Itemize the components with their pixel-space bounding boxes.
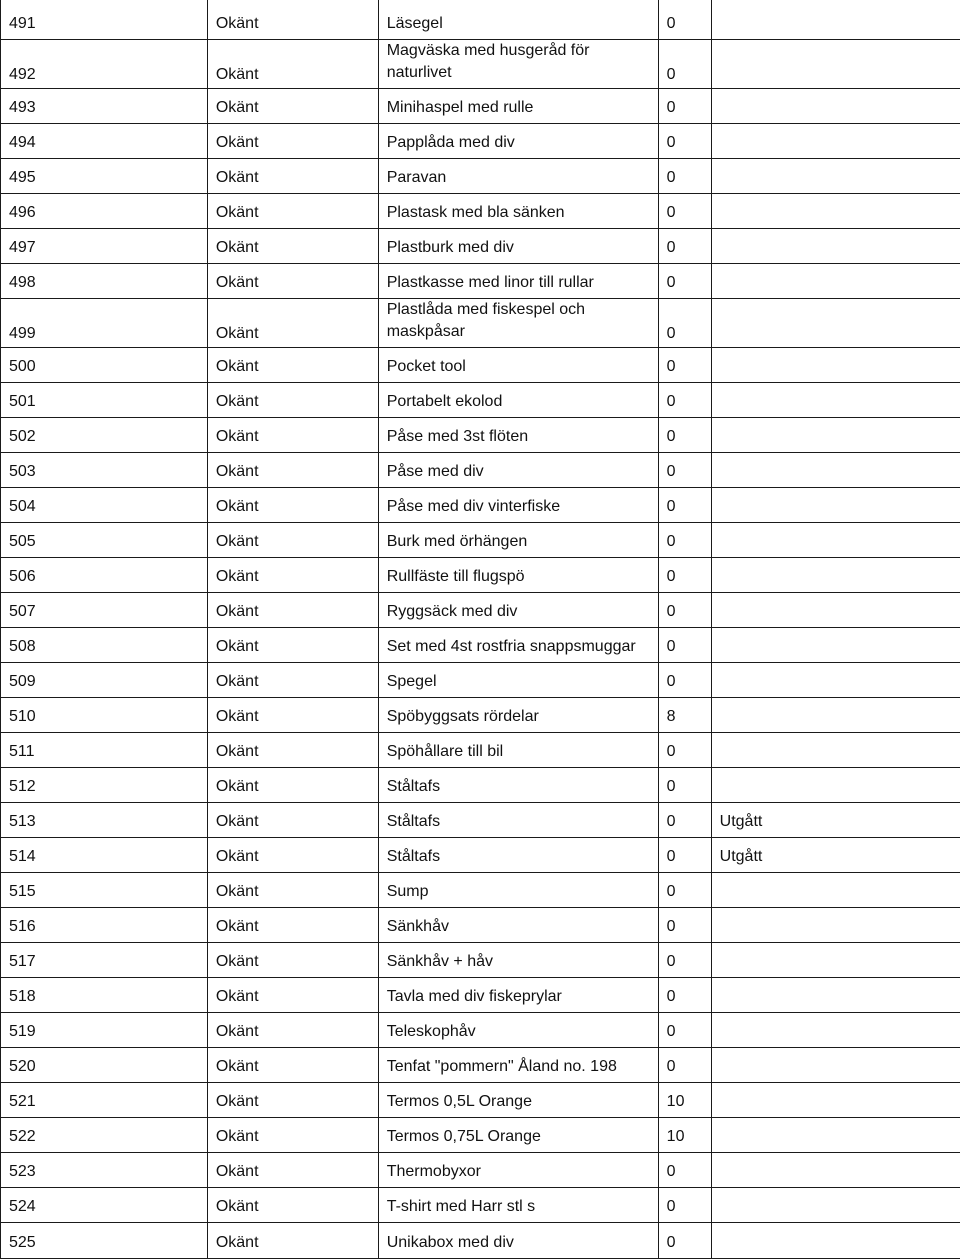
item-origin-cell: Okänt xyxy=(207,837,378,872)
item-origin-cell: Okänt xyxy=(207,452,378,487)
item-origin-cell: Okänt xyxy=(207,88,378,123)
item-quantity-cell: 8 xyxy=(658,697,711,732)
table-row xyxy=(1,662,960,697)
table-row xyxy=(1,1152,960,1187)
item-status-cell xyxy=(711,0,960,39)
item-status-cell xyxy=(711,123,960,158)
item-quantity-cell: 10 xyxy=(658,1117,711,1152)
item-quantity-cell: 0 xyxy=(658,347,711,382)
item-name-cell: Plastburk med div xyxy=(378,228,658,263)
item-name-cell: T-shirt med Harr stl s xyxy=(378,1187,658,1222)
item-origin-cell: Okänt xyxy=(207,193,378,228)
item-status-cell xyxy=(711,907,960,942)
table-row xyxy=(1,732,960,767)
table-row xyxy=(1,802,960,837)
item-origin-cell: Okänt xyxy=(207,1187,378,1222)
item-id-cell: 495 xyxy=(1,158,208,193)
item-status-cell xyxy=(711,298,960,347)
item-origin-cell: Okänt xyxy=(207,697,378,732)
item-origin-cell: Okänt xyxy=(207,802,378,837)
item-id-cell: 491 xyxy=(1,0,208,39)
item-status-cell xyxy=(711,1187,960,1222)
table-row xyxy=(1,382,960,417)
item-id-cell: 516 xyxy=(1,907,208,942)
item-quantity-cell: 0 xyxy=(658,732,711,767)
item-status-cell xyxy=(711,228,960,263)
item-status-cell xyxy=(711,1117,960,1152)
item-status-cell xyxy=(711,697,960,732)
item-status-cell xyxy=(711,347,960,382)
item-origin-cell: Okänt xyxy=(207,1117,378,1152)
item-status-cell xyxy=(711,193,960,228)
table-row xyxy=(1,1222,960,1258)
table-row xyxy=(1,907,960,942)
item-name-cell: Spöbyggsats rördelar xyxy=(378,697,658,732)
item-quantity-cell: 0 xyxy=(658,298,711,347)
item-quantity-cell: 0 xyxy=(658,158,711,193)
item-quantity-cell: 0 xyxy=(658,263,711,298)
table-row xyxy=(1,487,960,522)
item-name-cell: Påse med div vinterfiske xyxy=(378,487,658,522)
item-origin-cell: Okänt xyxy=(207,487,378,522)
table-row xyxy=(1,417,960,452)
table-row xyxy=(1,39,960,88)
item-name-cell: Magväska med husgeråd för naturlivet xyxy=(378,39,658,88)
table-row xyxy=(1,298,960,347)
item-quantity-cell: 0 xyxy=(658,452,711,487)
item-origin-cell: Okänt xyxy=(207,557,378,592)
item-status-cell xyxy=(711,627,960,662)
item-status-cell xyxy=(711,1012,960,1047)
item-id-cell: 525 xyxy=(1,1222,208,1258)
item-origin-cell: Okänt xyxy=(207,263,378,298)
item-quantity-cell: 0 xyxy=(658,662,711,697)
item-id-cell: 521 xyxy=(1,1082,208,1117)
item-id-cell: 502 xyxy=(1,417,208,452)
item-quantity-cell: 0 xyxy=(658,39,711,88)
item-name-cell: Burk med örhängen xyxy=(378,522,658,557)
item-name-cell: Paravan xyxy=(378,158,658,193)
item-origin-cell: Okänt xyxy=(207,592,378,627)
table-row xyxy=(1,557,960,592)
item-id-cell: 514 xyxy=(1,837,208,872)
item-id-cell: 510 xyxy=(1,697,208,732)
item-id-cell: 520 xyxy=(1,1047,208,1082)
table-row xyxy=(1,1012,960,1047)
item-status-cell xyxy=(711,417,960,452)
item-origin-cell: Okänt xyxy=(207,1152,378,1187)
item-status-cell xyxy=(711,452,960,487)
item-name-cell: Ståltafs xyxy=(378,802,658,837)
item-id-cell: 507 xyxy=(1,592,208,627)
item-id-cell: 499 xyxy=(1,298,208,347)
item-name-cell: Sänkhåv + håv xyxy=(378,942,658,977)
item-quantity-cell: 0 xyxy=(658,627,711,662)
item-origin-cell: Okänt xyxy=(207,907,378,942)
item-quantity-cell: 0 xyxy=(658,1012,711,1047)
table-row xyxy=(1,452,960,487)
item-status-cell: Utgått xyxy=(711,802,960,837)
item-id-cell: 500 xyxy=(1,347,208,382)
item-origin-cell: Okänt xyxy=(207,417,378,452)
item-status-cell xyxy=(711,942,960,977)
item-origin-cell: Okänt xyxy=(207,123,378,158)
item-name-cell: Papplåda med div xyxy=(378,123,658,158)
item-id-cell: 504 xyxy=(1,487,208,522)
item-name-cell: Set med 4st rostfria snappsmuggar xyxy=(378,627,658,662)
item-id-cell: 512 xyxy=(1,767,208,802)
item-status-cell xyxy=(711,158,960,193)
table-row xyxy=(1,592,960,627)
item-id-cell: 524 xyxy=(1,1187,208,1222)
item-origin-cell: Okänt xyxy=(207,347,378,382)
item-name-cell: Påse med div xyxy=(378,452,658,487)
item-name-cell: Ståltafs xyxy=(378,767,658,802)
table-row xyxy=(1,522,960,557)
item-name-cell: Tavla med div fiskeprylar xyxy=(378,977,658,1012)
table-row xyxy=(1,263,960,298)
table-row xyxy=(1,767,960,802)
item-quantity-cell: 0 xyxy=(658,522,711,557)
item-status-cell xyxy=(711,487,960,522)
table-row xyxy=(1,977,960,1012)
item-quantity-cell: 0 xyxy=(658,0,711,39)
item-id-cell: 493 xyxy=(1,88,208,123)
item-id-cell: 492 xyxy=(1,39,208,88)
item-status-cell xyxy=(711,382,960,417)
item-origin-cell: Okänt xyxy=(207,767,378,802)
item-status-cell xyxy=(711,522,960,557)
item-id-cell: 509 xyxy=(1,662,208,697)
item-status-cell xyxy=(711,88,960,123)
item-name-cell: Sump xyxy=(378,872,658,907)
item-id-cell: 498 xyxy=(1,263,208,298)
item-name-cell: Plastlåda med fiskespel och maskpåsar xyxy=(378,298,658,347)
item-status-cell xyxy=(711,39,960,88)
item-name-cell: Pocket tool xyxy=(378,347,658,382)
item-quantity-cell: 0 xyxy=(658,193,711,228)
item-quantity-cell: 0 xyxy=(658,417,711,452)
item-quantity-cell: 0 xyxy=(658,767,711,802)
item-quantity-cell: 0 xyxy=(658,487,711,522)
item-quantity-cell: 0 xyxy=(658,907,711,942)
item-origin-cell: Okänt xyxy=(207,732,378,767)
item-origin-cell: Okänt xyxy=(207,158,378,193)
item-quantity-cell: 0 xyxy=(658,123,711,158)
item-quantity-cell: 0 xyxy=(658,557,711,592)
item-origin-cell: Okänt xyxy=(207,382,378,417)
item-name-cell: Spöhållare till bil xyxy=(378,732,658,767)
table-row xyxy=(1,228,960,263)
item-id-cell: 517 xyxy=(1,942,208,977)
item-quantity-cell: 0 xyxy=(658,1047,711,1082)
item-name-cell: Spegel xyxy=(378,662,658,697)
item-name-cell: Ståltafs xyxy=(378,837,658,872)
item-name-cell: Ryggsäck med div xyxy=(378,592,658,627)
item-status-cell xyxy=(711,557,960,592)
table-row xyxy=(1,942,960,977)
item-quantity-cell: 0 xyxy=(658,382,711,417)
item-id-cell: 506 xyxy=(1,557,208,592)
item-name-cell: Rullfäste till flugspö xyxy=(378,557,658,592)
table-row xyxy=(1,193,960,228)
item-name-cell: Plastkasse med linor till rullar xyxy=(378,263,658,298)
item-name-cell: Unikabox med div xyxy=(378,1222,658,1258)
item-id-cell: 494 xyxy=(1,123,208,158)
item-quantity-cell: 0 xyxy=(658,1222,711,1258)
item-id-cell: 513 xyxy=(1,802,208,837)
item-quantity-cell: 0 xyxy=(658,592,711,627)
item-status-cell xyxy=(711,662,960,697)
item-id-cell: 508 xyxy=(1,627,208,662)
table-row xyxy=(1,88,960,123)
item-id-cell: 501 xyxy=(1,382,208,417)
item-origin-cell: Okänt xyxy=(207,662,378,697)
item-origin-cell: Okänt xyxy=(207,872,378,907)
item-origin-cell: Okänt xyxy=(207,522,378,557)
item-quantity-cell: 10 xyxy=(658,1082,711,1117)
table-row xyxy=(1,0,960,39)
item-origin-cell: Okänt xyxy=(207,0,378,39)
item-origin-cell: Okänt xyxy=(207,298,378,347)
item-origin-cell: Okänt xyxy=(207,1222,378,1258)
item-name-cell: Teleskophåv xyxy=(378,1012,658,1047)
table-row xyxy=(1,1117,960,1152)
table-row xyxy=(1,1047,960,1082)
item-status-cell xyxy=(711,732,960,767)
item-quantity-cell: 0 xyxy=(658,837,711,872)
table-row xyxy=(1,1082,960,1117)
item-quantity-cell: 0 xyxy=(658,977,711,1012)
item-quantity-cell: 0 xyxy=(658,802,711,837)
table-row xyxy=(1,627,960,662)
table-row xyxy=(1,123,960,158)
table-row xyxy=(1,872,960,907)
item-origin-cell: Okänt xyxy=(207,977,378,1012)
table-row xyxy=(1,697,960,732)
item-id-cell: 523 xyxy=(1,1152,208,1187)
item-status-cell: Utgått xyxy=(711,837,960,872)
item-origin-cell: Okänt xyxy=(207,1082,378,1117)
item-status-cell xyxy=(711,1047,960,1082)
item-name-cell: Påse med 3st flöten xyxy=(378,417,658,452)
inventory-table-body xyxy=(1,0,960,1258)
item-name-cell: Sänkhåv xyxy=(378,907,658,942)
item-status-cell xyxy=(711,872,960,907)
item-id-cell: 522 xyxy=(1,1117,208,1152)
table-row xyxy=(1,837,960,872)
item-quantity-cell: 0 xyxy=(658,228,711,263)
item-status-cell xyxy=(711,767,960,802)
item-origin-cell: Okänt xyxy=(207,1047,378,1082)
item-name-cell: Läsegel xyxy=(378,0,658,39)
item-origin-cell: Okänt xyxy=(207,39,378,88)
item-name-cell: Termos 0,5L Orange xyxy=(378,1082,658,1117)
item-origin-cell: Okänt xyxy=(207,228,378,263)
item-status-cell xyxy=(711,1082,960,1117)
item-id-cell: 519 xyxy=(1,1012,208,1047)
item-status-cell xyxy=(711,1222,960,1258)
item-status-cell xyxy=(711,263,960,298)
item-name-cell: Tenfat "pommern" Åland no. 198 xyxy=(378,1047,658,1082)
table-row xyxy=(1,158,960,193)
item-quantity-cell: 0 xyxy=(658,1187,711,1222)
item-status-cell xyxy=(711,1152,960,1187)
item-name-cell: Termos 0,75L Orange xyxy=(378,1117,658,1152)
item-quantity-cell: 0 xyxy=(658,1152,711,1187)
item-id-cell: 503 xyxy=(1,452,208,487)
item-name-cell: Plastask med bla sänken xyxy=(378,193,658,228)
item-origin-cell: Okänt xyxy=(207,1012,378,1047)
item-id-cell: 511 xyxy=(1,732,208,767)
item-name-cell: Portabelt ekolod xyxy=(378,382,658,417)
table-row xyxy=(1,347,960,382)
table-row xyxy=(1,1187,960,1222)
item-origin-cell: Okänt xyxy=(207,942,378,977)
item-name-cell: Minihaspel med rulle xyxy=(378,88,658,123)
item-quantity-cell: 0 xyxy=(658,942,711,977)
item-status-cell xyxy=(711,977,960,1012)
item-id-cell: 496 xyxy=(1,193,208,228)
item-origin-cell: Okänt xyxy=(207,627,378,662)
item-quantity-cell: 0 xyxy=(658,88,711,123)
item-status-cell xyxy=(711,592,960,627)
item-id-cell: 518 xyxy=(1,977,208,1012)
item-id-cell: 497 xyxy=(1,228,208,263)
item-name-cell: Thermobyxor xyxy=(378,1152,658,1187)
item-id-cell: 515 xyxy=(1,872,208,907)
item-quantity-cell: 0 xyxy=(658,872,711,907)
item-id-cell: 505 xyxy=(1,522,208,557)
